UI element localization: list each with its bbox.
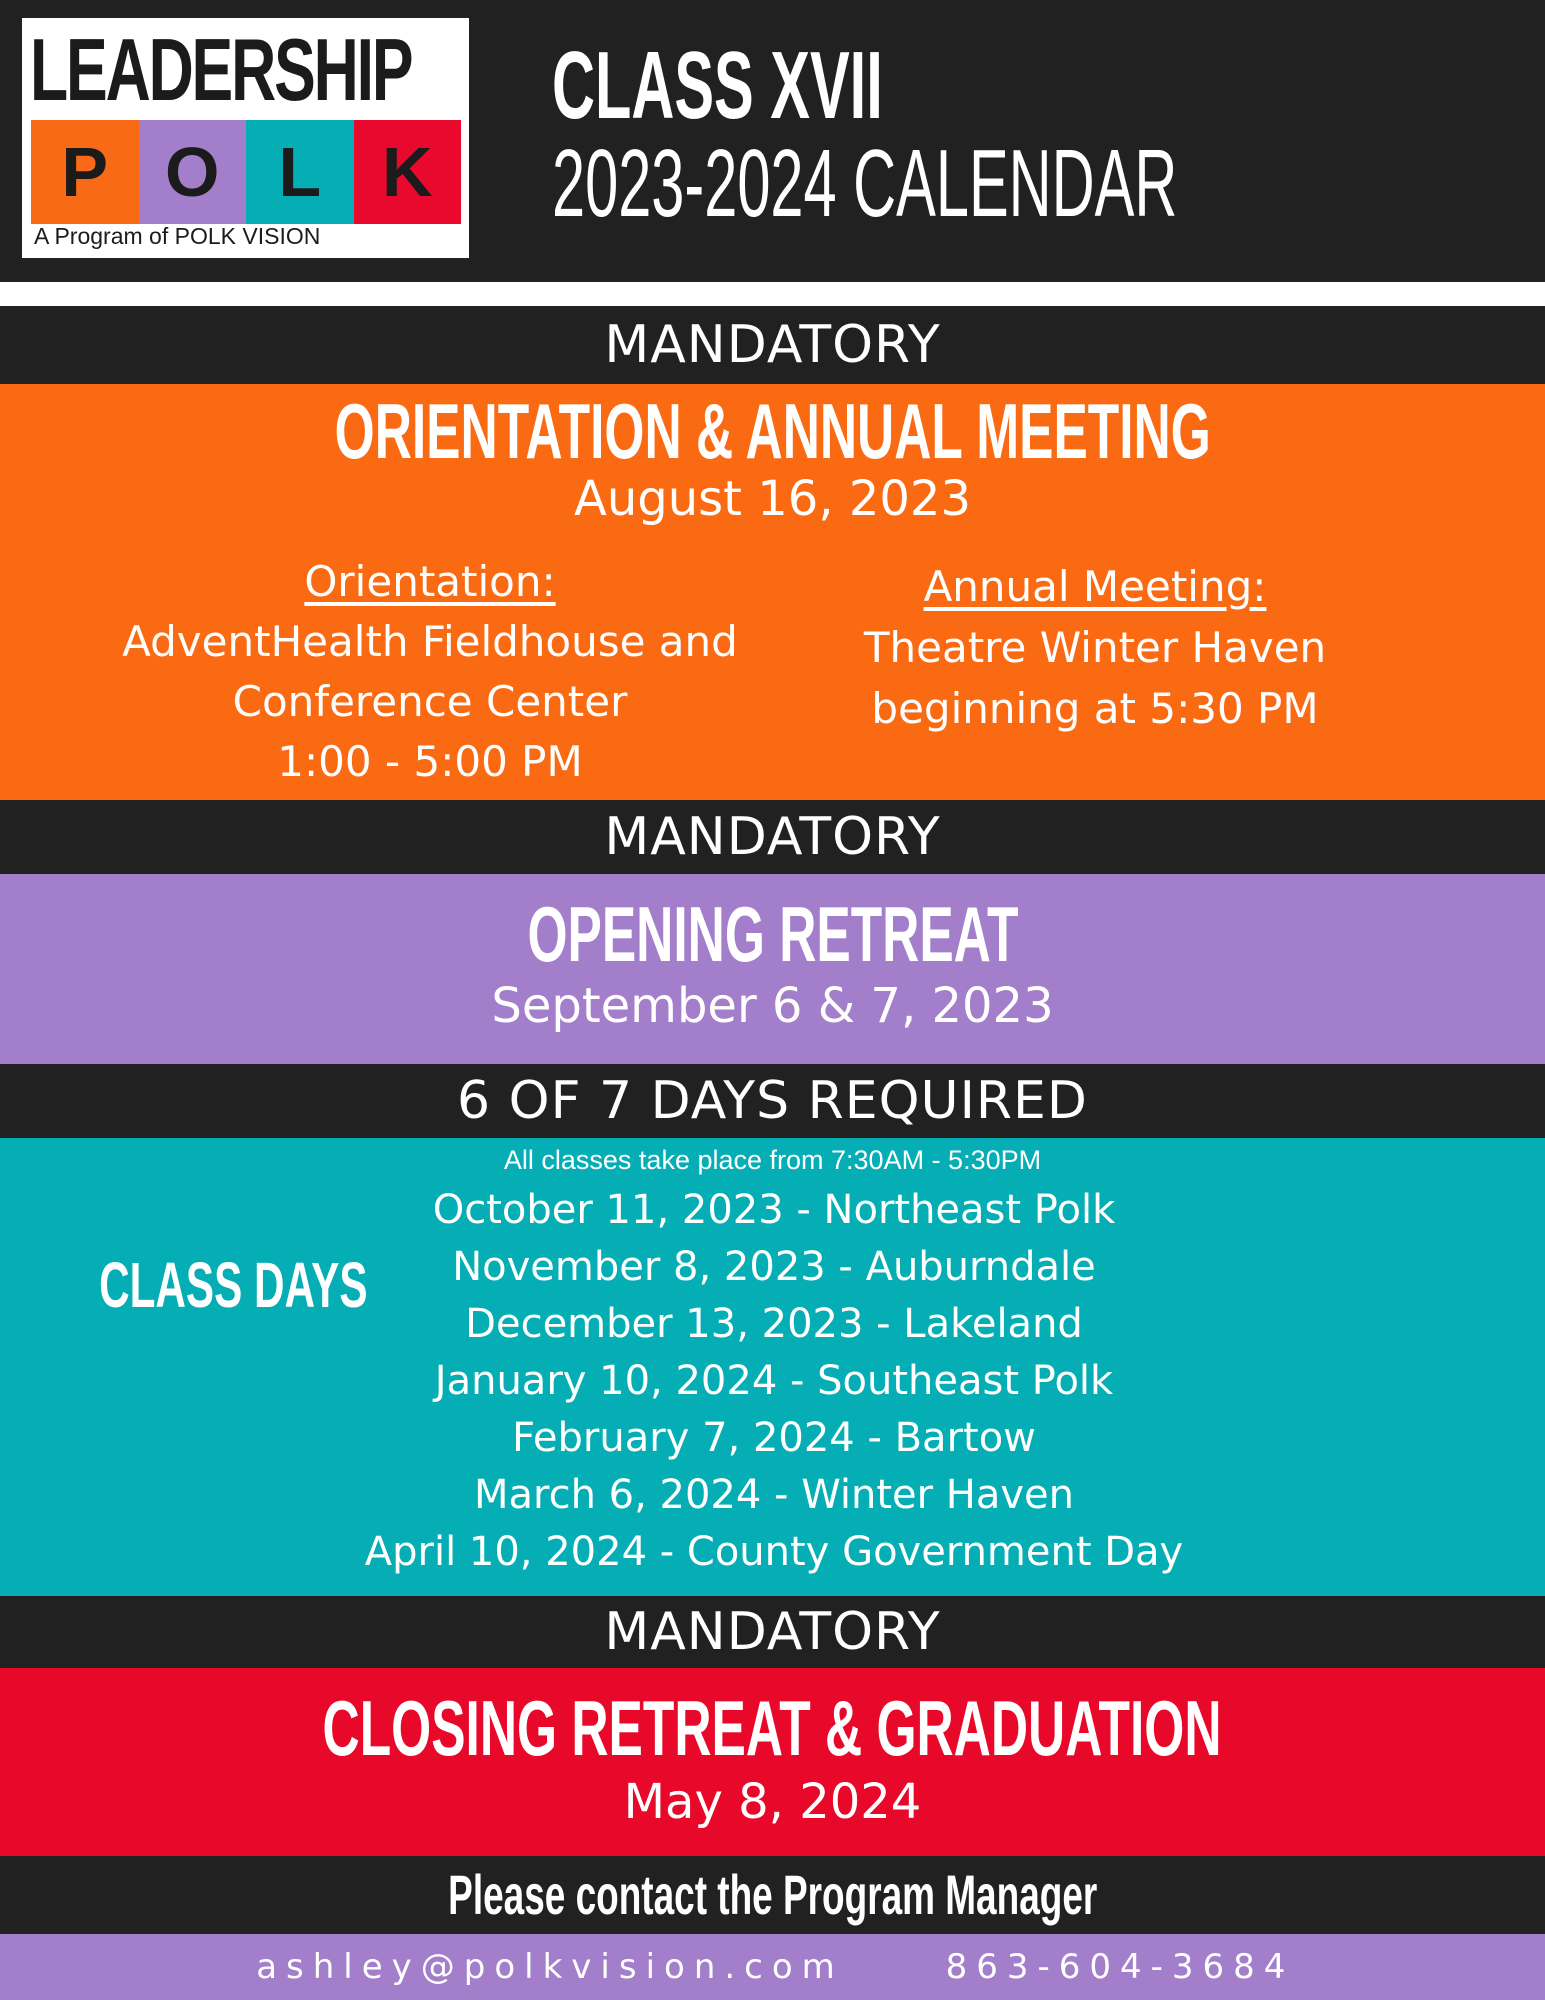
annual-meeting-venue: Theatre Winter Haven [863, 623, 1327, 672]
class-days-side-title: CLASS DAYS [99, 1249, 368, 1321]
class-days-required-bar [0, 1064, 1545, 1138]
class-days-list [346, 1182, 1202, 1581]
logo-tiles [31, 120, 461, 224]
class-day-item: April 10, 2024 - County Government Day [364, 1529, 1184, 1575]
orientation-date: August 16, 2023 [574, 471, 971, 527]
logo-word: LEADERSHIP [30, 20, 412, 119]
opening-retreat-date: September 6 & 7, 2023 [491, 978, 1054, 1034]
opening-mandatory-label: MANDATORY [604, 807, 941, 867]
orientation-mandatory-bar [0, 306, 1545, 384]
header-title-line2: 2023-2024 CALENDAR [552, 130, 1178, 237]
contact-email[interactable]: ashley@polkvision.com [256, 1947, 844, 1987]
closing-mandatory-bar [0, 1596, 1545, 1668]
opening-retreat-section [0, 874, 1545, 1064]
logo-subtitle: A Program of POLK VISION [34, 223, 321, 249]
class-day-item: December 13, 2023 - Lakeland [465, 1301, 1083, 1347]
contact-phone[interactable]: 863-604-3684 [945, 1947, 1295, 1987]
opening-retreat-title: OPENING RETREAT [527, 890, 1018, 978]
class-day-item: February 7, 2024 - Bartow [512, 1415, 1036, 1461]
class-days-required-label: 6 OF 7 DAYS REQUIRED [457, 1071, 1088, 1131]
contact-info-section [0, 1934, 1545, 2000]
contact-heading: Please contact the Program Manager [447, 1863, 1098, 1926]
class-day-item: October 11, 2023 - Northeast Polk [432, 1187, 1116, 1233]
closing-retreat-date: May 8, 2024 [623, 1774, 922, 1830]
page-header [0, 0, 1545, 282]
contact-bar [0, 1856, 1545, 1934]
class-day-item: January 10, 2024 - Southeast Polk [434, 1358, 1114, 1404]
orientation-left-heading: Orientation: [304, 557, 556, 606]
closing-mandatory-label: MANDATORY [604, 1602, 941, 1662]
logo-tile-k: K [354, 120, 462, 224]
orientation-mandatory-label: MANDATORY [604, 315, 941, 375]
logo-tile-p: P [31, 120, 139, 224]
class-time-note: All classes take place from 7:30AM - 5:30PM [503, 1145, 1042, 1175]
orientation-time: 1:00 - 5:00 PM [277, 737, 583, 786]
class-day-item: March 6, 2024 - Winter Haven [474, 1472, 1074, 1518]
leadership-polk-logo [22, 18, 469, 258]
annual-meeting-heading: Annual Meeting: [923, 562, 1267, 611]
annual-meeting-time: beginning at 5:30 PM [871, 684, 1319, 733]
annual-meeting-column [790, 556, 1400, 739]
orientation-location-2: Conference Center [232, 677, 628, 726]
orientation-left-column [60, 552, 800, 792]
logo-tile-o: O [139, 120, 247, 224]
closing-retreat-title: CLOSING RETREAT & GRADUATION [323, 1684, 1222, 1772]
opening-mandatory-bar [0, 800, 1545, 874]
orientation-title: ORIENTATION & ANNUAL MEETING [334, 387, 1211, 475]
class-days-section [0, 1138, 1545, 1596]
closing-retreat-section [0, 1668, 1545, 1856]
class-day-item: November 8, 2023 - Auburndale [452, 1244, 1096, 1290]
orientation-location-1: AdventHealth Fieldhouse and [122, 617, 738, 666]
header-title-line1: CLASS XVII [552, 32, 883, 139]
logo-tile-l: L [246, 120, 354, 224]
orientation-section [0, 384, 1545, 800]
